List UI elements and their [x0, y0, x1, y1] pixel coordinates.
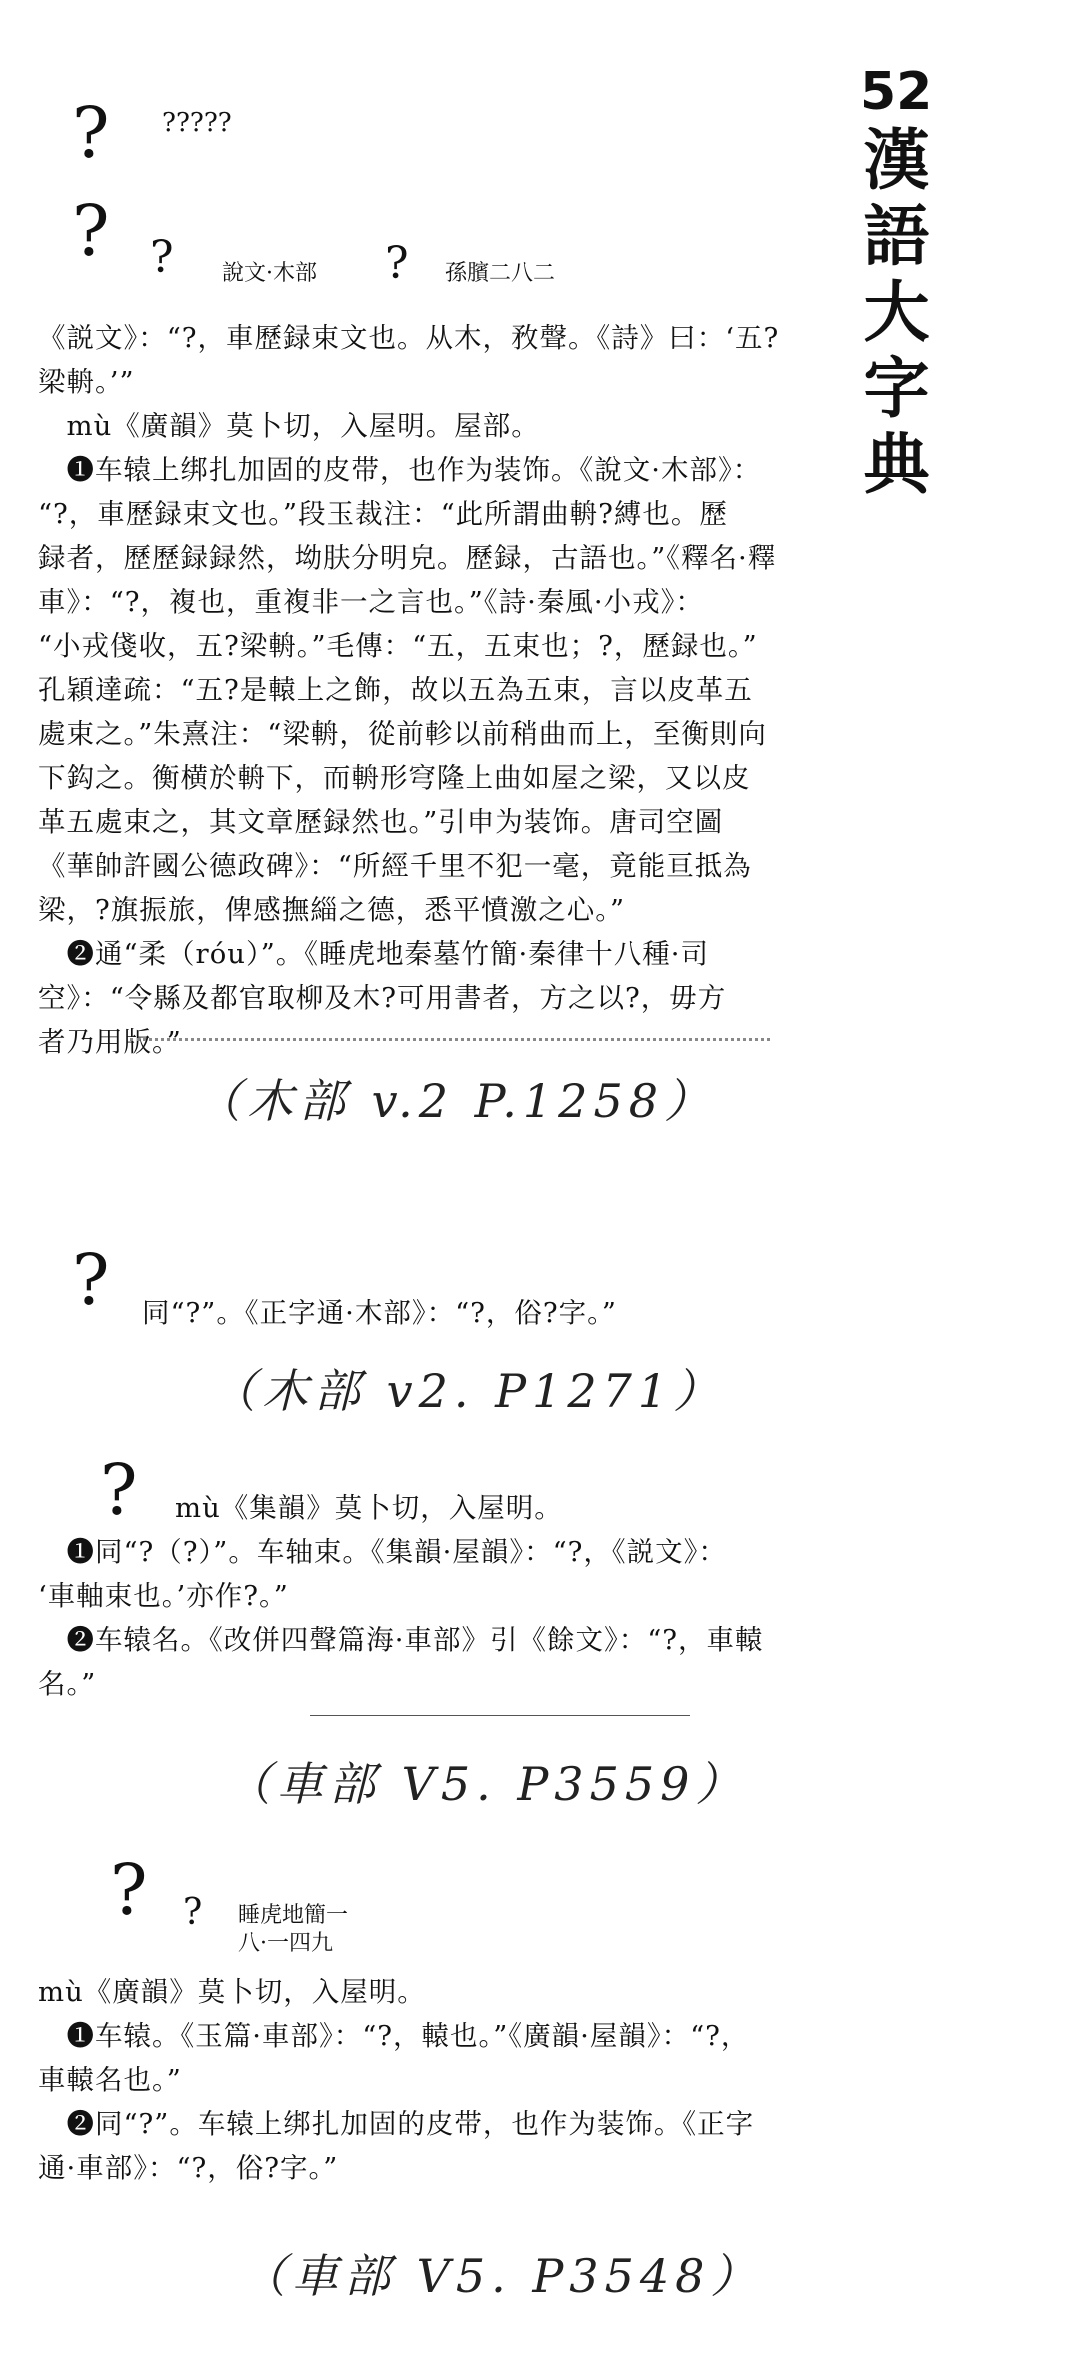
text-line: ❶车辕。《玉篇·車部》：“?，轅也。”《廣韻·屋韻》：“?，: [38, 2020, 750, 2052]
text-line: 空》：“令縣及都官取柳及木?可用書者，方之以?，毋方: [38, 982, 727, 1014]
text-line: “?，車歷録束文也。”段玉裁注：“此所謂曲輈?縛也。歷: [38, 498, 728, 530]
handwritten-note-1: （木部 v.2 P.1258）: [195, 1074, 716, 1128]
text-line: 車》：“?，複也，重複非一之言也。”《詩·秦風·小戎》：: [38, 586, 704, 618]
handwritten-note-2: （木部 v2. P1271）: [210, 1364, 726, 1418]
text-line: 梁輈。’”: [38, 366, 135, 398]
headword-1: ?: [72, 92, 110, 174]
text-line: ❷车辕名。《改併四聲篇海·車部》引《餘文》：“?，車轅: [38, 1624, 764, 1656]
seal-caption-3b: 八·一四九: [238, 1931, 333, 1956]
text-line: ❷同“?”。车辕上绑扎加固的皮带，也作为装饰。《正字: [38, 2108, 755, 2140]
text-line: ‘車軸束也。’亦作?。”: [38, 1580, 289, 1612]
headword-4: ?: [110, 1849, 148, 1931]
text-line: 孔穎達疏：“五?是轅上之飾，故以五為五束，言以皮革五: [38, 674, 753, 706]
seal-caption-3a: 睡虎地簡一: [238, 1903, 349, 1928]
headword-2: ?: [72, 1239, 110, 1321]
text-line: ❶同“?（?）”。车轴束。《集韻·屋韻》：“?，《説文》：: [38, 1536, 727, 1568]
text-line: 《華帥許國公德政碑》：“所經千里不犯一毫，竟能亘抵為: [38, 850, 752, 882]
headword-3: ?: [100, 1449, 138, 1531]
text-line: 革五處束之，其文章歷録然也。”引申为装饰。唐司空圖: [38, 806, 724, 838]
text-line: mù《廣韻》莫卜切，入屋明。屋部。: [38, 410, 540, 442]
text-line: “小戎俴收，五?梁輈。”毛傳：“五，五束也；?，歷録也。”: [38, 630, 758, 662]
entry-3-body: [38, 1486, 875, 1706]
text-line: 梁，?旗振旅，俾感撫緇之德，悉平憤激之心。”: [38, 894, 626, 926]
handwritten-note-4: （車部 V5. P3548）: [240, 2249, 763, 2303]
text-line: ❷通“柔（róu）”。《睡虎地秦墓竹簡·秦律十八種·司: [38, 938, 710, 970]
seal-caption-2: 孫臏二八二: [445, 261, 556, 286]
text-line: 者乃用版。”: [38, 1026, 182, 1058]
separator-1: [130, 1038, 770, 1041]
text-line: ❶车辕上绑扎加固的皮带，也作为装饰。《說文·木部》：: [38, 454, 762, 486]
seal-caption-1: 說文·木部: [222, 261, 317, 286]
entry-1-body: [38, 316, 833, 1064]
variant-forms: ?????: [162, 108, 232, 138]
book-title: 漢語大字典: [852, 125, 930, 505]
text-line: mù《廣韻》莫卜切，入屋明。: [38, 1976, 426, 2008]
text-line: 處束之。”朱熹注：“梁輈，從前軫以前稍曲而上，至衡則向: [38, 718, 767, 750]
text-line: mù《集韻》莫卜切，入屋明。: [175, 1492, 563, 1524]
text-line: 《説文》：“?，車歷録束文也。从木，敄聲。《詩》曰：‘五?: [38, 322, 780, 354]
text-line: 通·車部》：“?，俗?字。”: [38, 2152, 339, 2184]
handwritten-note-3: （車部 V5. P3559）: [225, 1757, 748, 1811]
text-line: 録者，歷歷録録然，坳肤分明皃。歷録，古語也。”《釋名·釋: [38, 542, 777, 574]
seal-script-glyph-3: ?: [183, 1892, 203, 1933]
headword-1-seal-form: ?: [72, 190, 110, 272]
text-line: 名。”: [38, 1668, 97, 1700]
entry-2-body: 同“?”。《正字通·木部》：“?，俗?字。”: [142, 1297, 617, 1329]
page-number: 52: [860, 62, 933, 122]
seal-script-glyph-2: ?: [385, 238, 409, 289]
entry-4-body: [38, 1970, 833, 2190]
separator-3: [310, 1715, 690, 1716]
text-line: 下鈎之。衡横於輈下，而輈形穹隆上曲如屋之梁，又以皮: [38, 762, 751, 794]
seal-script-glyph-1: ?: [150, 232, 174, 283]
text-line: 車轅名也。”: [38, 2064, 182, 2096]
